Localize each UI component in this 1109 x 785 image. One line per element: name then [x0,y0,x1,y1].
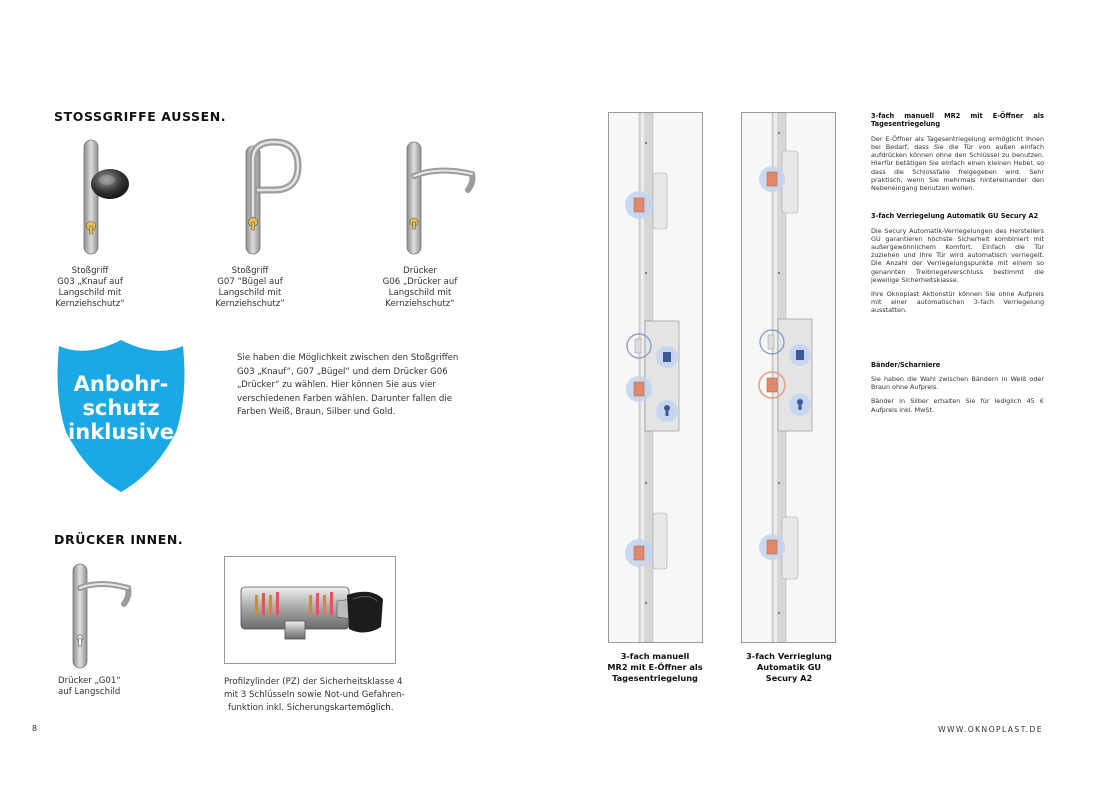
handle-g07-image [232,138,307,258]
druecker-g01-image [64,562,134,670]
section-mr2-text: Der E-Öffner als Tagesentriegelung ermöglicht Ihnen bei Bedarf, dass Sie die Tür von außen einfach aufdrücken können ohne den Schlüssel zu benutzen. Hierfür betätigen Sie einfach einen kleinen Hebel, so dass die Schlossfalle freigegeben wird. Sehr praktisch, wenn Sie mehrmals hintereinander den Nebeneingang benutzen wollen. [871,134,1044,193]
stossgriffe-description: Sie haben die Möglichkeit zwischen den Stoßgriffen G03 „Knauf“, G07 „Bügel“ und dem Drücker G06 „Drücker“ zu wählen. Hier können Sie aus vier verschiedenen Farben wählen. Darunter fallen die Farben Weiß, Braun, Silber und Gold. [237,353,459,418]
cylinder-text-1: Profilzylinder (PZ) der Sicherheitsklasse 4 [224,677,403,687]
lock-mr2-caption: 3-fach manuell MR2 mit E-Öffner als Tagesentriegelung [607,651,703,683]
section-secury-title: 3-fach Verriegelung Automatik GU Secury A2 [871,212,1039,221]
cylinder-text-3b: möglich. [356,703,394,713]
section-secury-text-2: Ihre Oknoplast Aktionstür können Sie ohne Aufpreis mit einer automatischen 3-fach Verriegelung ausstatten. [871,290,1044,315]
lock-secury-caption: 3-fach Verrieglung Automatik GU Secury A2 [746,651,832,683]
section-mr2-title: 3-fach manuell MR2 mit E-Öffner als Tagesentriegelung [871,112,1044,129]
handle-g03-caption: Stoßgriff G03 „Knauf auf Langschild mit Kernziehschutz“ [55,266,125,309]
handle-g03-image [70,138,130,258]
stossgriffe-heading: STOSSGRIFFE AUSSEN. [54,109,227,124]
profilzylinder-image [224,556,396,664]
section-secury-text-1: Die Secury Automatik-Verriegelungen des Herstellers GU garantieren höchste Sicherheit kombiniert mit außergewöhnlichem Komfort. Einfach die Tür zuziehen und Ihre Tür wird automatisch verriegelt. Die Anzahl der Verriegelungspunkte mit einem so genannten Treibriegelverschluss bestimmt die jeweilige Sicherheitsklasse. [871,226,1044,284]
druecker-heading: DRÜCKER INNEN. [54,532,184,547]
badge-line-2: schutz [82,396,160,420]
druecker-g01-caption-1: Drücker „G01“ [58,676,121,686]
right-text-column [871,112,1044,414]
handle-g06-image [398,138,478,258]
badge-line-1: Anbohr- [73,372,169,396]
section-baender-text-2: Bänder in Silber erhalten Sie für lediglich 45 € Aufpreis inkl. MwSt. [871,397,1044,414]
druecker-g01-caption-2: auf Langschild [58,687,121,697]
handle-g06-caption: Drücker G06 „Drücker auf Langschild mit Kernziehschutz“ [382,266,458,309]
cylinder-text-3a: funktion inkl. Sicherungskarte [228,703,357,713]
cylinder-text-2: mit 3 Schlüsseln sowie Not-und Gefahren- [224,690,405,700]
section-baender-title: Bänder/Scharniere [871,360,941,369]
website-footer: WWW.OKNOPLAST.DE [938,725,1043,734]
handle-g07-caption: Stoßgriff G07 “Bügel auf Langschild mit Kernziehschutz” [215,266,285,309]
section-baender-text-1: Sie haben die Wahl zwischen Bändern in Weiß oder Braun ohne Aufpreis. [871,375,1044,392]
lock-secury-image [741,112,836,643]
lock-mr2-image [608,112,703,643]
badge-line-3: inklusive [68,420,174,444]
page-number: 8 [32,724,38,733]
anbohrschutz-badge [56,336,186,494]
